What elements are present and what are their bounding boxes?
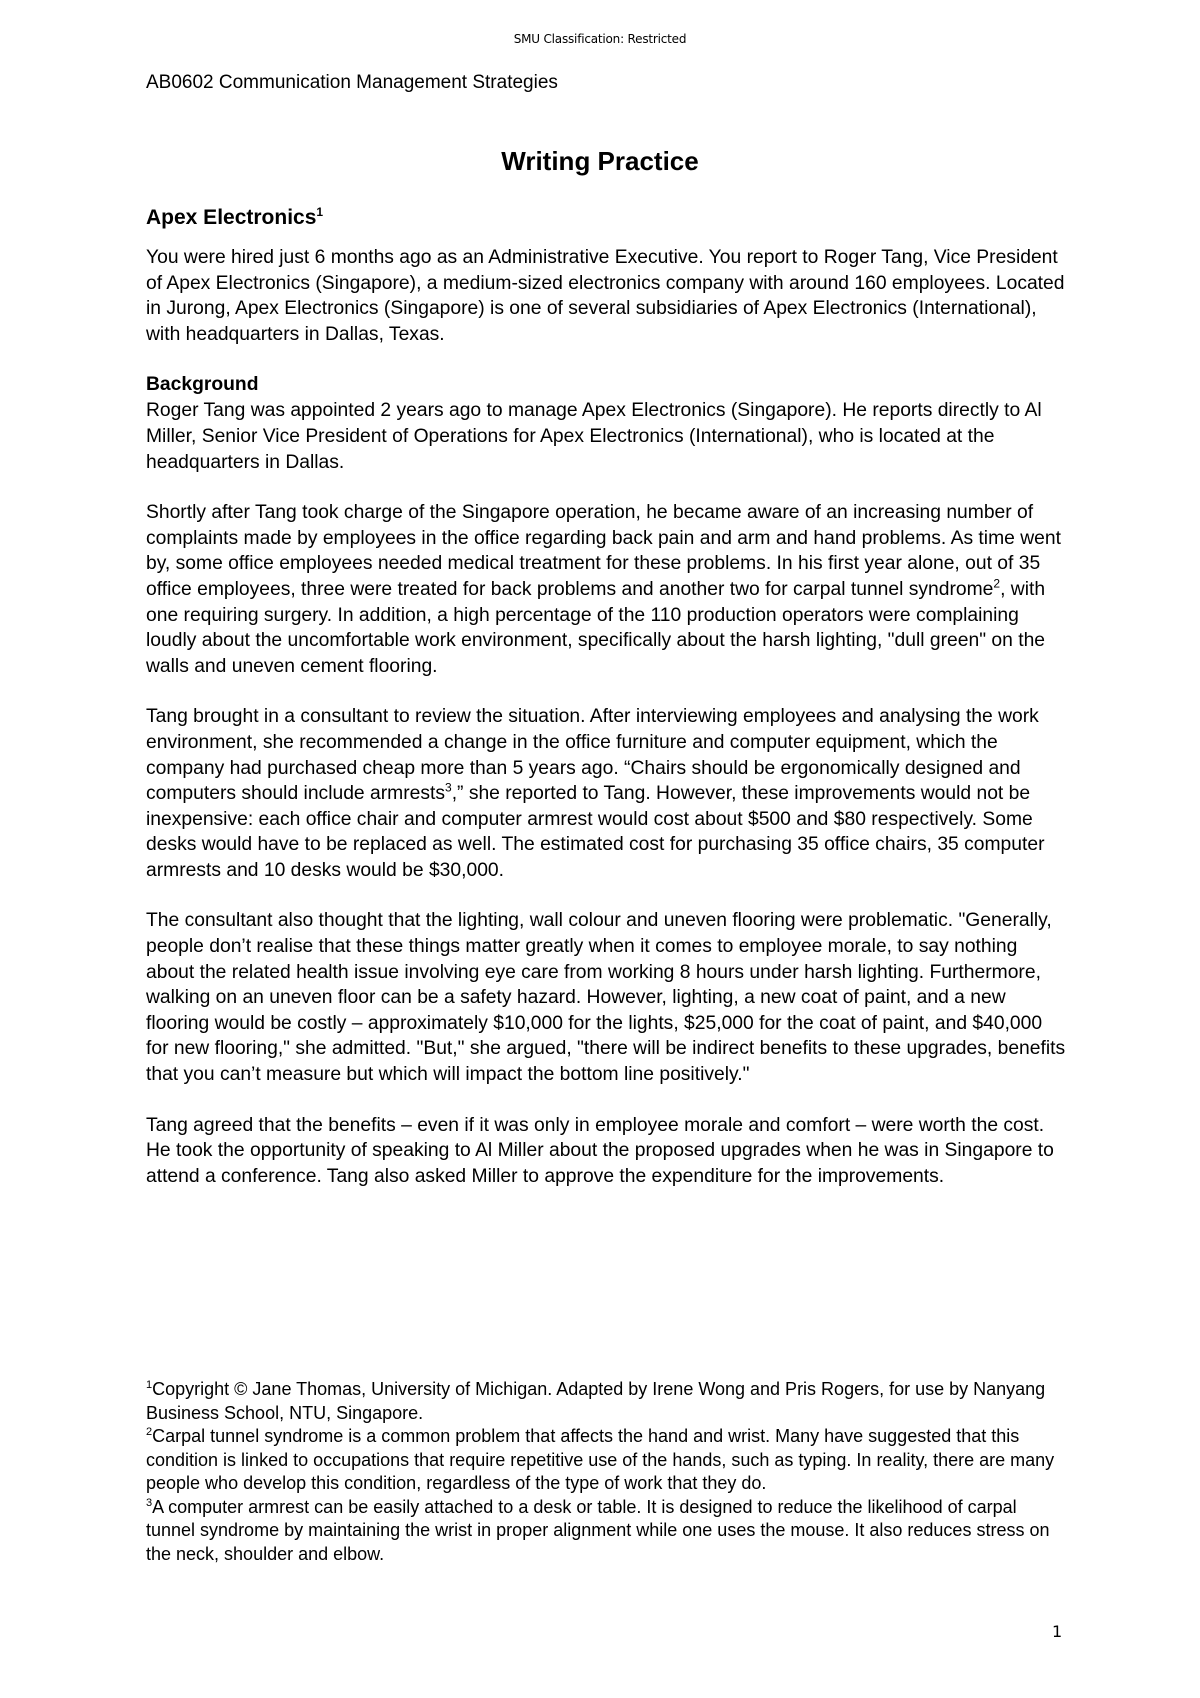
footnote-1	[146, 1378, 1066, 1425]
paragraph-5: Tang agreed that the benefits – even if it was only in employee morale and comfort – were worth the cost. He took the opportunity of speaking to Al Miller about the proposed upgrades when he was in Singapore to attend a conference. Tang also asked Miller to approve the expenditure for the improvements.	[146, 1114, 1054, 1187]
paragraph-2	[146, 500, 1066, 679]
document-body	[146, 205, 1066, 1214]
paragraph-2-part-2: , with one requiring surgery. In addition, a high percentage of the 110 production operators were complaining loudly about the uncomfortable work environment, specifically about the harsh lighting, "dull green" on the walls and uneven cement flooring.	[146, 578, 1046, 677]
footnote-3-text: A computer armrest can be easily attached to a desk or table. It is designed to reduce the likelihood of carpal tunnel syndrome by maintaining the wrist in proper alignment while one uses the mouse. It also reduces stress on the neck, shoulder and elbow.	[146, 1496, 1050, 1564]
classification-label: SMU Classification: Restricted	[513, 32, 687, 46]
paragraph-2-part-1: Shortly after Tang took charge of the Singapore operation, he became aware of an increasing number of complaints made by employees in the office regarding back pain and arm and hand problems. As time went by, some office employees needed medical treatment for these problems. In his first year alone, out of 35 office employees, three were treated for back problems and another two for carpal tunnel syndrome	[146, 502, 1061, 600]
intro-paragraph: You were hired just 6 months ago as an Administrative Executive. You report to Roger Tang, Vice President of Apex Electronics (Singapore), a medium-sized electronics company with around 160 employees. Located in Jurong, Apex Electronics (Singapore) is one of several subsidiaries of Apex Electronics (International), with headquarters in Dallas, Texas.	[146, 247, 1065, 345]
paragraph-3	[146, 704, 1066, 883]
case-title-text: Apex Electronics	[146, 206, 317, 229]
paragraph-1: Roger Tang was appointed 2 years ago to manage Apex Electronics (Singapore). He reports directly to Al Miller, Senior Vice President of Operations for Apex Electronics (International), who is located at the headquarters in Dallas.	[146, 400, 1042, 473]
footnote-2-ref: 2	[146, 1426, 153, 1438]
footnote-3-ref: 3	[146, 1496, 153, 1509]
footnote-3	[146, 1496, 1066, 1567]
paragraph-4: The consultant also thought that the lighting, wall colour and uneven flooring were problematic. "Generally, people don’t realise that these things matter greatly when it comes to employee morale, to say nothing about the related health issue involving eye care from working 8 hours under harsh lighting. Furthermore, walking on an uneven floor can be a safety hazard. However, lighting, a new coat of paint, and a new flooring would be costly – approximately $10,000 for the lights, $25,000 for the coat of paint, and $40,000 for new flooring," she admitted. "But," she argued, "there will be indirect benefits to these upgrades, benefits that you can’t measure but which will impact the bottom line positively."	[146, 910, 1066, 1086]
paragraph-3-part-2: ,” she reported to Tang. However, these improvements would not be inexpensive: each office chair and computer armrest would cost about $500 and $80 respectively. Some desks would have to be replaced as well. The estimated cost for purchasing 35 office chairs, 35 computer armrests and 10 desks would be $30,000.	[146, 783, 1045, 881]
page-number: 1	[1052, 1622, 1063, 1641]
footnote-2	[146, 1425, 1066, 1496]
footnote-2-text: Carpal tunnel syndrome is a common problem that affects the hand and wrist. Many have suggested that this condition is linked to occupations that require repetitive use of the hands, such as typing. In reality, there are many people who develop this condition, regardless of the type of work that they do.	[146, 1426, 1055, 1493]
footnote-1-ref: 1	[146, 1379, 153, 1391]
footnotes	[146, 1378, 1066, 1566]
footnote-ref-1: 1	[316, 205, 324, 219]
footnote-ref-2: 2	[993, 576, 1001, 591]
course-title: AB0602 Communication Management Strategies	[146, 72, 558, 93]
page-title: Writing Practice	[501, 146, 699, 176]
background-heading: Background	[146, 374, 259, 396]
paragraph-3-part-1: Tang brought in a consultant to review the situation. After interviewing employees and analysing the work environment, she recommended a change in the office furniture and computer equipment, which the company had purchased cheap more than 5 years ago. “Chairs should be ergonomically designed and computers should include armrests	[146, 706, 1039, 805]
footnote-ref-3: 3	[445, 780, 452, 795]
case-title	[146, 205, 1066, 231]
footnote-1-text: Copyright © Jane Thomas, University of Michigan. Adapted by Irene Wong and Pris Rogers, for use by Nanyang Business School, NTU, Singapore.	[146, 1379, 1046, 1423]
